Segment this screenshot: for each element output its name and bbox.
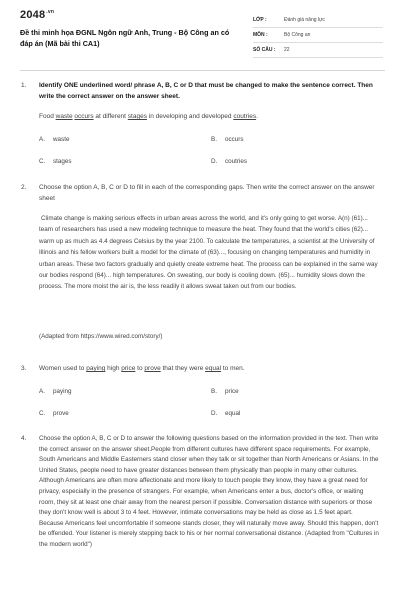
option-letter: D. [211,410,218,417]
underlined-word-d: coutries [233,113,257,120]
header-divider [20,70,385,71]
option-text: occurs [225,136,244,143]
sentence-text: at different [93,113,128,120]
passage-source: (Adapted from https://www.wired.com/story/) [39,333,163,340]
option-b[interactable] [211,135,244,146]
option-letter: B. [211,136,217,143]
option-letter: C. [39,410,46,417]
underlined-word-b: occurs [74,113,94,120]
question-number: 3. [21,365,27,372]
underlined-word-a: waste [55,113,73,120]
meta-value: Bộ Công an [284,32,311,38]
option-letter: A. [39,388,45,395]
meta-value: Đánh giá năng lực [284,17,325,23]
sentence-text: Women used to [39,365,87,372]
option-text: paying [53,388,72,395]
meta-label: LỚP : [253,17,267,23]
question-prompt: Choose the option A, B, C or D to fill in each of the corresponding gaps. Then write the correct answer on the answer sheet [39,184,375,202]
option-d[interactable] [211,409,240,420]
exam-meta [253,13,383,58]
option-a[interactable] [39,135,69,146]
underlined-word-d: equal [205,365,222,372]
option-text: coutries [225,158,248,165]
question-sentence [39,112,379,123]
option-text: equal [225,410,241,417]
question-prompt: Choose the option A, B, C or D to answer the following questions based on the information provided in the text. Then write the correct answer on the answer sheet.People from different cultures have different space requirements. For example, South Americans and Middle Easterners stand closer when they talk or sit together than North Americans or Asians. In the United States, people need to have greater distances between them physically than people in many other cultures. Although Americans are often more affectionate and more likely to touch people they know, they have a great need for privacy, especially in the presence of strangers. For example, when Americans enter a bus, doctor's office, or waiting room, they sit at least one chair away from the nearest person if possible. Conversation distance with superiors or those they don't know well is about 3 to 4 feet. However, intimate conversations may be held as close as 1.5 feet apart. Because Americans feel uncomfortable if someone stands closer, they will naturally move away. Should this happen, don't be offended. Your listener is merely stepping back to his or her normal conversational distance. (Adapted from "Cultures in the modern world") [39,435,379,548]
site-logo[interactable] [20,9,54,21]
underlined-word-c: prove [144,365,161,372]
option-letter: A. [39,136,45,143]
option-letter: D. [211,158,218,165]
sentence-text: to men. [221,365,245,372]
meta-label: MÔN : [253,32,268,38]
option-text: stages [53,158,72,165]
sentence-text: . [256,113,258,120]
meta-row-class [253,13,383,28]
question-number: 2. [21,184,27,191]
option-text: price [225,388,239,395]
underlined-word-a: paying [86,365,106,372]
underlined-word-b: price [121,365,136,372]
meta-row-subject [253,28,383,43]
option-a[interactable] [39,387,72,398]
page-header [0,0,400,68]
reading-passage: Climate change is making serious effects in urban areas across the world, and it's only going to get worse. A(n) (61)... team of researchers has used a new modeling technique to measure the heat. They found that the world's cities (62)... warm up as much as 4.4 degrees Celsius by the year 2100. To calculate the temperatures, a scientist at the University of Illinois and his fellow workers built a model for the climate of (63)..., focusing on changing temperatures and humidity in urban areas. These two factors gradually and quietly create extreme heat. The process can be explained in the same way our bodies respond (64)... high temperatures. On sweating, our body is cooling down. (65)... humidity slows down the process. The more moist the air is, the less readily it allows sweat taken out from our bodies. [39,215,378,291]
meta-label: SỐ CÂU : [253,47,276,53]
logo-text: 2048 [20,9,46,21]
question-number: 4. [21,435,27,442]
sentence-text: in developing and developed [146,113,234,120]
underlined-word-c: stages [127,113,147,120]
exam-title: Đề thi minh họa ĐGNL Ngôn ngữ Anh, Trung - Bộ Công an có đáp án (Mã bài thi CA1) [20,28,230,48]
option-text: prove [53,410,69,417]
option-b[interactable] [211,387,239,398]
meta-value: 22 [284,47,290,53]
option-c[interactable] [39,157,72,168]
option-letter: C. [39,158,46,165]
sentence-text: that they were [160,365,206,372]
logo-suffix: .vn [46,9,55,16]
question-sentence [39,364,379,375]
sentence-text: Food [39,113,56,120]
option-d[interactable] [211,157,247,168]
option-letter: B. [211,388,217,395]
meta-row-count [253,43,383,58]
sentence-text: high [105,365,122,372]
sentence-text: to [135,365,145,372]
question-number: 1. [21,82,27,89]
option-text: waste [53,136,70,143]
option-c[interactable] [39,409,69,420]
question-prompt: Identify ONE underlined word/ phrase A, B, C or D that must be changed to make the sentence correct. Then write the correct answer on the answer sheet. [39,82,373,100]
